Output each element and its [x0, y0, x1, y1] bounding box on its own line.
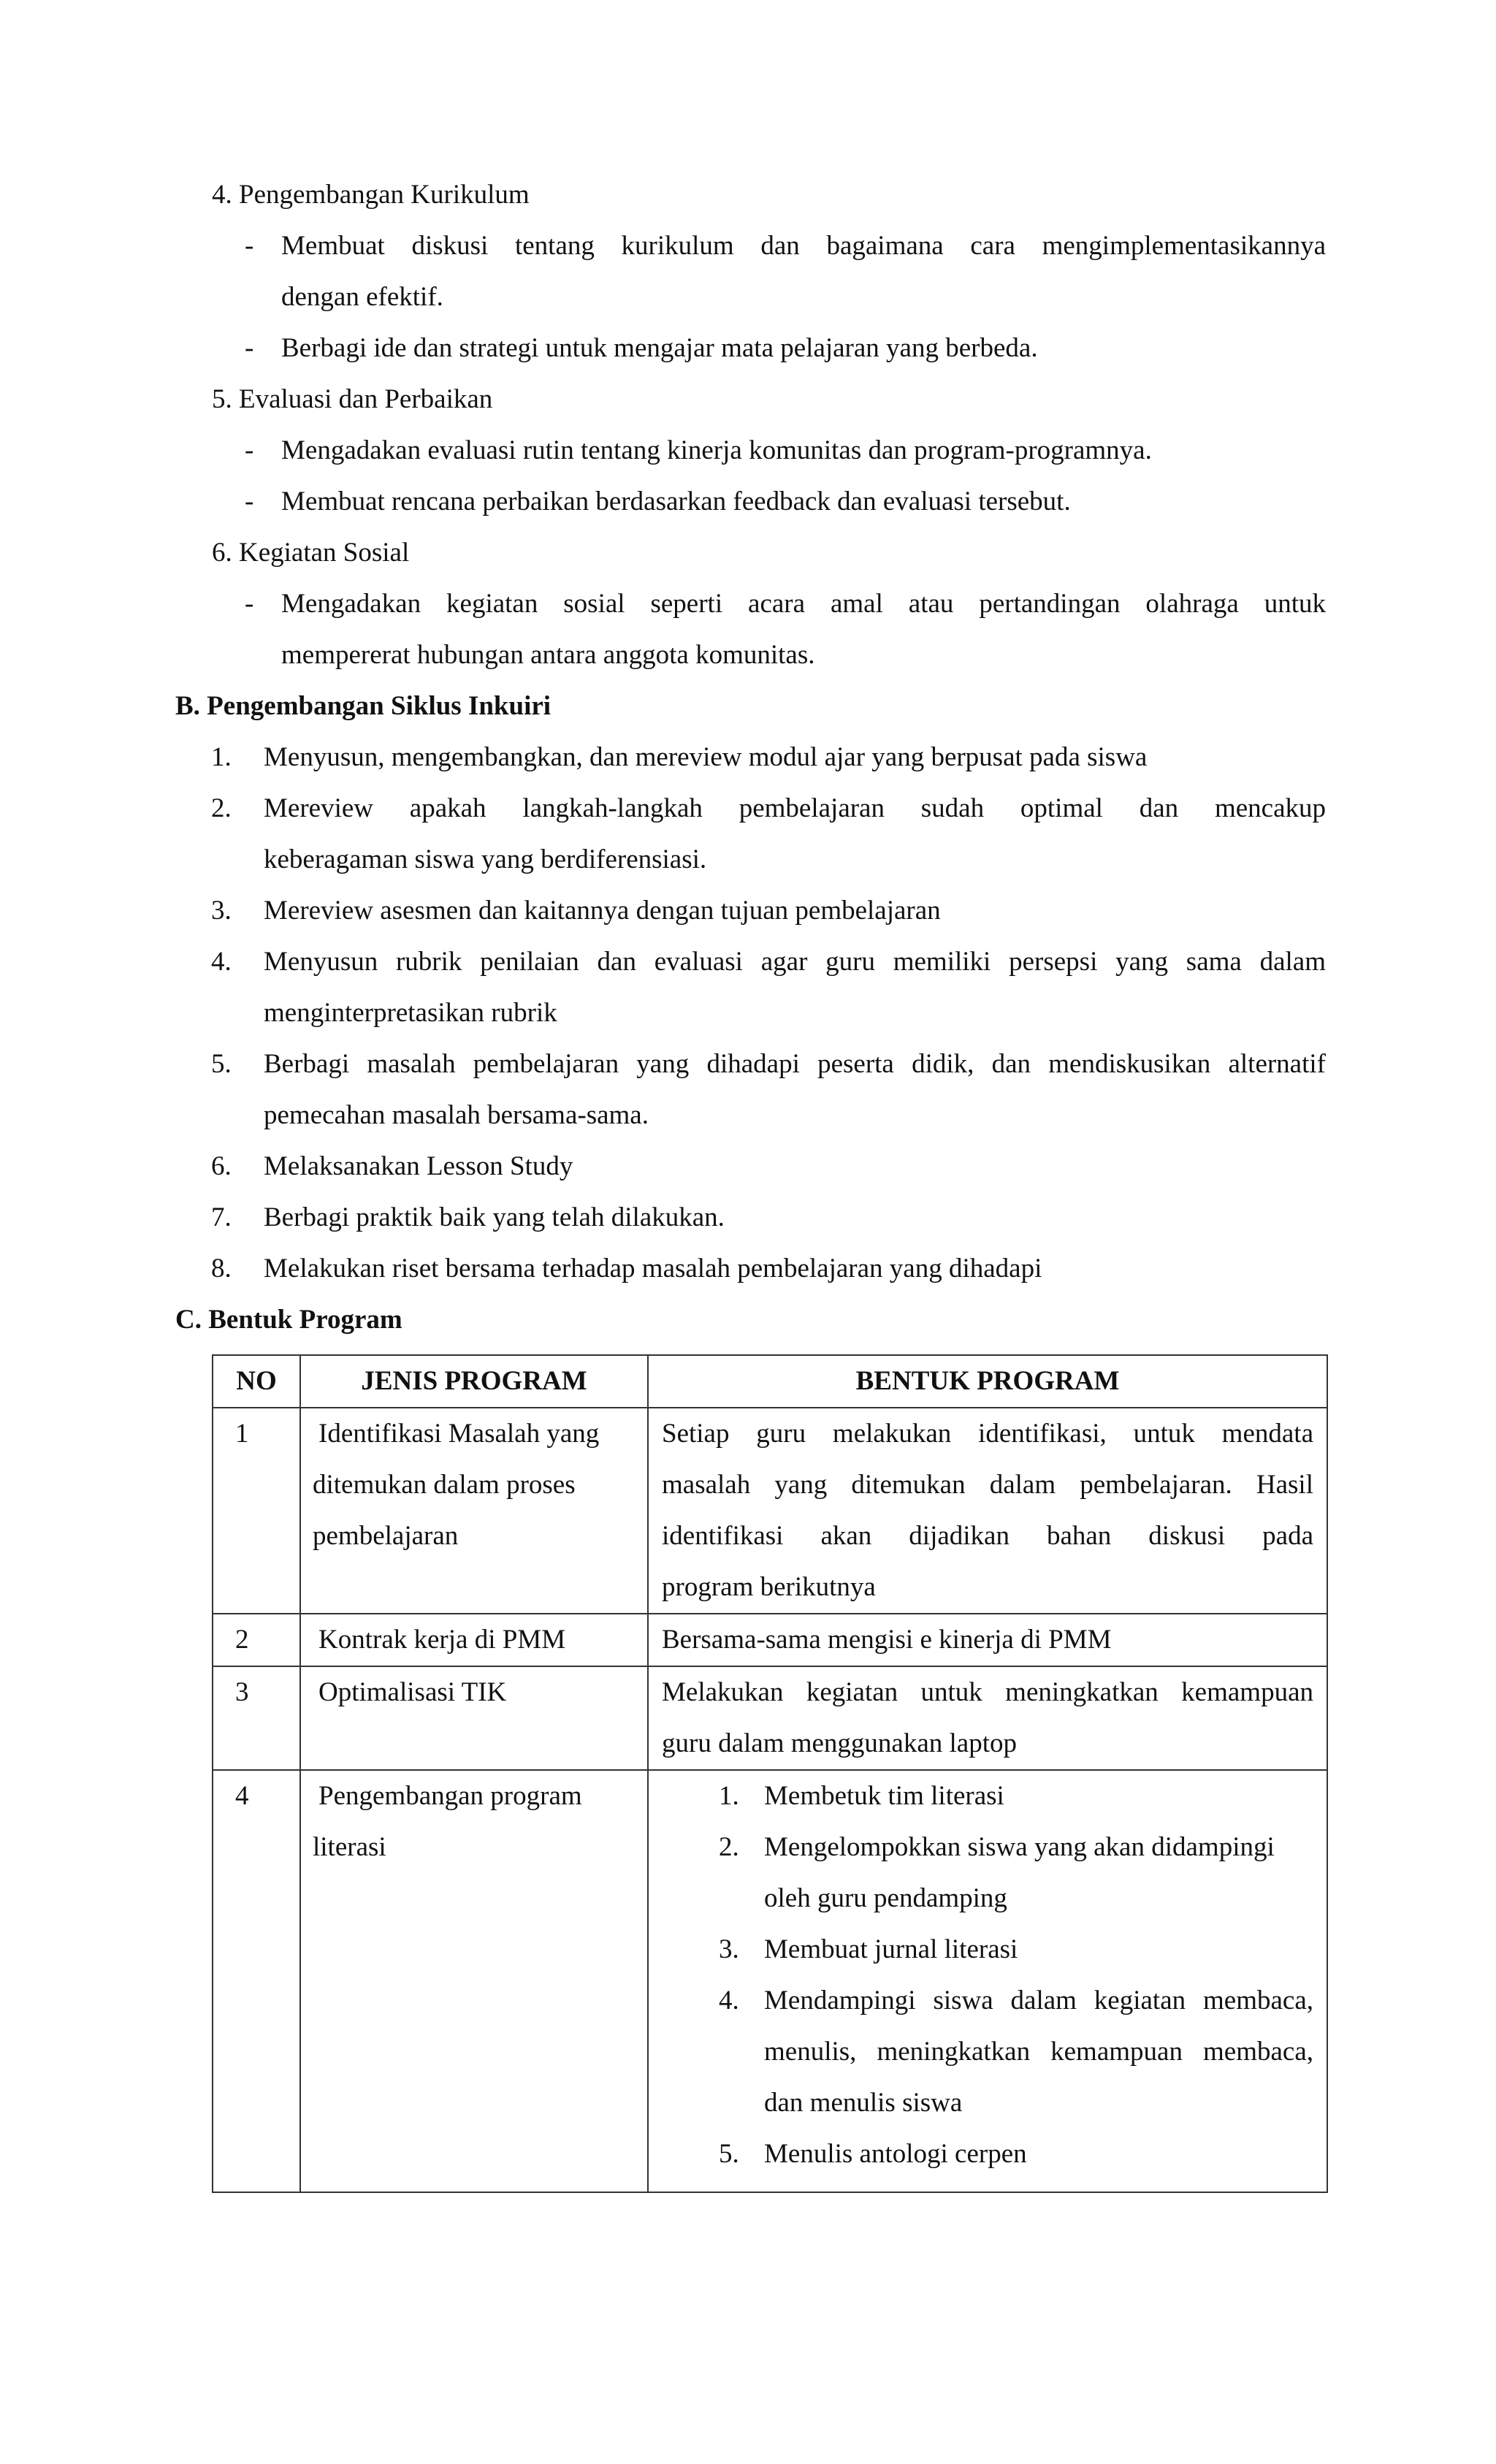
section-b-item-1: [211, 732, 1326, 783]
list-number: 3.: [719, 1934, 739, 1964]
bullet-line: Membuat diskusi tentang kurikulum dan bagaimana cara mengimplementasikannya: [281, 231, 1326, 261]
program-table: [212, 1354, 1328, 2193]
item-4-heading: 4. Pengembangan Kurikulum: [212, 180, 530, 210]
bentuk-line: program berikutnya: [662, 1572, 876, 1602]
section-b-item-5: [211, 1039, 1326, 1141]
item-6-heading: 6. Kegiatan Sosial: [212, 538, 410, 568]
item-number: 6.: [211, 1151, 232, 1181]
jenis-line: Optimalisasi TIK: [318, 1677, 507, 1707]
section-b-item-4: [211, 937, 1326, 1039]
item-line: Menyusun, mengembangkan, dan mereview modul ajar yang berpusat pada siswa: [264, 742, 1148, 772]
bullet-line: Membuat rencana perbaikan berdasarkan feedback dan evaluasi tersebut.: [281, 487, 1071, 516]
table-row: [213, 1770, 1327, 2192]
item-number: 7.: [211, 1202, 232, 1232]
list-number: 5.: [719, 2139, 739, 2169]
bentuk-list-item: [719, 1975, 1313, 2129]
table-row: [213, 1408, 1327, 1614]
cell-jenis: [300, 1770, 648, 2192]
cell-jenis: [300, 1408, 648, 1614]
cell-no: [213, 1408, 300, 1614]
cell-no: [213, 1770, 300, 2192]
section-c-heading: C. Bentuk Program: [175, 1305, 402, 1335]
bullet-dash: -: [245, 333, 254, 363]
cell-jenis: [300, 1666, 648, 1770]
header-jenis-program: JENIS PROGRAM: [300, 1355, 648, 1408]
bullet-dash: -: [245, 231, 254, 261]
bentuk-list-item: [719, 2129, 1313, 2180]
bentuk-line: masalah yang ditemukan dalam pembelajaran. Hasil: [662, 1470, 1313, 1500]
item-line: Mereview apakah langkah-langkah pembelajaran sudah optimal dan mencakup: [264, 793, 1326, 823]
item-line: Berbagi masalah pembelajaran yang dihadapi peserta didik, dan mendiskusikan alternatif: [264, 1049, 1326, 1079]
row-number: 4: [235, 1781, 249, 1811]
list-number: 4.: [719, 1986, 739, 2015]
bentuk-line: Setiap guru melakukan identifikasi, untuk mendata: [662, 1419, 1313, 1449]
item-line: keberagaman siswa yang berdiferensiasi.: [264, 844, 707, 874]
jenis-line: pembelajaran: [313, 1521, 459, 1551]
jenis-line: Pengembangan program: [318, 1781, 582, 1811]
bentuk-list-item: [719, 1822, 1313, 1924]
row-number: 3: [235, 1677, 249, 1707]
table-header-row: [213, 1355, 1327, 1408]
item-number: 5.: [211, 1049, 232, 1079]
section-b-item-2: [211, 783, 1326, 885]
bullet-dash: -: [245, 589, 254, 619]
jenis-line: literasi: [313, 1832, 386, 1862]
item-line: Menyusun rubrik penilaian dan evaluasi agar guru memiliki persepsi yang sama dalam: [264, 947, 1326, 977]
item-number: 2.: [211, 793, 232, 823]
bullet-line: Berbagi ide dan strategi untuk mengajar mata pelajaran yang berbeda.: [281, 333, 1038, 363]
item-line: Mereview asesmen dan kaitannya dengan tujuan pembelajaran: [264, 896, 941, 926]
item-5-bullet-1: [245, 425, 1326, 476]
item-4-bullet-2: [245, 323, 1326, 374]
cell-bentuk: [648, 1770, 1327, 2192]
item-line: pemecahan masalah bersama-sama.: [264, 1100, 649, 1130]
item-number: 8.: [211, 1254, 232, 1284]
cell-jenis: [300, 1614, 648, 1666]
header-no: NO: [213, 1355, 300, 1408]
list-number: 1.: [719, 1781, 739, 1811]
bentuk-line: Melakukan kegiatan untuk meningkatkan kemampuan: [662, 1677, 1313, 1707]
item-line: Melakukan riset bersama terhadap masalah pembelajaran yang dihadapi: [264, 1254, 1042, 1284]
item-line: menginterpretasikan rubrik: [264, 998, 557, 1028]
row-number: 1: [235, 1419, 249, 1449]
table-row: [213, 1614, 1327, 1666]
item-number: 1.: [211, 742, 232, 772]
item-line: Berbagi praktik baik yang telah dilakukan.: [264, 1202, 725, 1232]
cell-bentuk: [648, 1408, 1327, 1614]
table-row: [213, 1666, 1327, 1770]
bentuk-list-item: [719, 1771, 1313, 1822]
item-number: 3.: [211, 896, 232, 926]
list-number: 2.: [719, 1832, 739, 1862]
jenis-line: Kontrak kerja di PMM: [318, 1625, 566, 1655]
list-line: Menulis antologi cerpen: [764, 2139, 1027, 2169]
cell-no: [213, 1614, 300, 1666]
section-b-item-7: [211, 1192, 1326, 1243]
bullet-line: dengan efektif.: [281, 282, 443, 312]
list-line: Mendampingi siswa dalam kegiatan membaca,: [764, 1986, 1313, 2015]
item-5-bullet-2: [245, 476, 1326, 527]
section-b-item-3: [211, 885, 1326, 937]
cell-no: [213, 1666, 300, 1770]
section-b-heading: B. Pengembangan Siklus Inkuiri: [175, 691, 552, 721]
list-line: Membuat jurnal literasi: [764, 1934, 1018, 1964]
cell-bentuk: [648, 1614, 1327, 1666]
list-line: Membetuk tim literasi: [764, 1781, 1004, 1811]
bentuk-list-item: [719, 1924, 1313, 1975]
bentuk-line: Bersama-sama mengisi e kinerja di PMM: [662, 1625, 1112, 1655]
section-b-item-8: [211, 1243, 1326, 1294]
bullet-line: Mengadakan evaluasi rutin tentang kinerja komunitas dan program-programnya.: [281, 435, 1152, 465]
item-line: Melaksanakan Lesson Study: [264, 1151, 573, 1181]
bullet-dash: -: [245, 487, 254, 516]
list-line: menulis, meningkatkan kemampuan membaca,: [764, 2037, 1313, 2067]
header-bentuk-program: BENTUK PROGRAM: [648, 1355, 1327, 1408]
bullet-dash: -: [245, 435, 254, 465]
list-line: Mengelompokkan siswa yang akan didampingi: [764, 1832, 1275, 1862]
list-line: dan menulis siswa: [764, 2088, 963, 2118]
row-number: 2: [235, 1625, 249, 1655]
jenis-line: ditemukan dalam proses: [313, 1470, 576, 1500]
bentuk-line: guru dalam menggunakan laptop: [662, 1728, 1018, 1758]
bentuk-line: identifikasi akan dijadikan bahan diskusi pada: [662, 1521, 1313, 1551]
bullet-line: Mengadakan kegiatan sosial seperti acara amal atau pertandingan olahraga untuk: [281, 589, 1326, 619]
list-line: oleh guru pendamping: [764, 1883, 1007, 1913]
cell-bentuk: [648, 1666, 1327, 1770]
section-b-item-6: [211, 1141, 1326, 1192]
jenis-line: Identifikasi Masalah yang: [318, 1419, 600, 1449]
item-6-bullet-1: [245, 579, 1326, 681]
top-margin: [0, 0, 1496, 169]
bullet-line: mempererat hubungan antara anggota komunitas.: [281, 640, 815, 670]
item-number: 4.: [211, 947, 232, 977]
item-4-bullet-1: [245, 221, 1326, 323]
item-5-heading: 5. Evaluasi dan Perbaikan: [212, 384, 493, 414]
